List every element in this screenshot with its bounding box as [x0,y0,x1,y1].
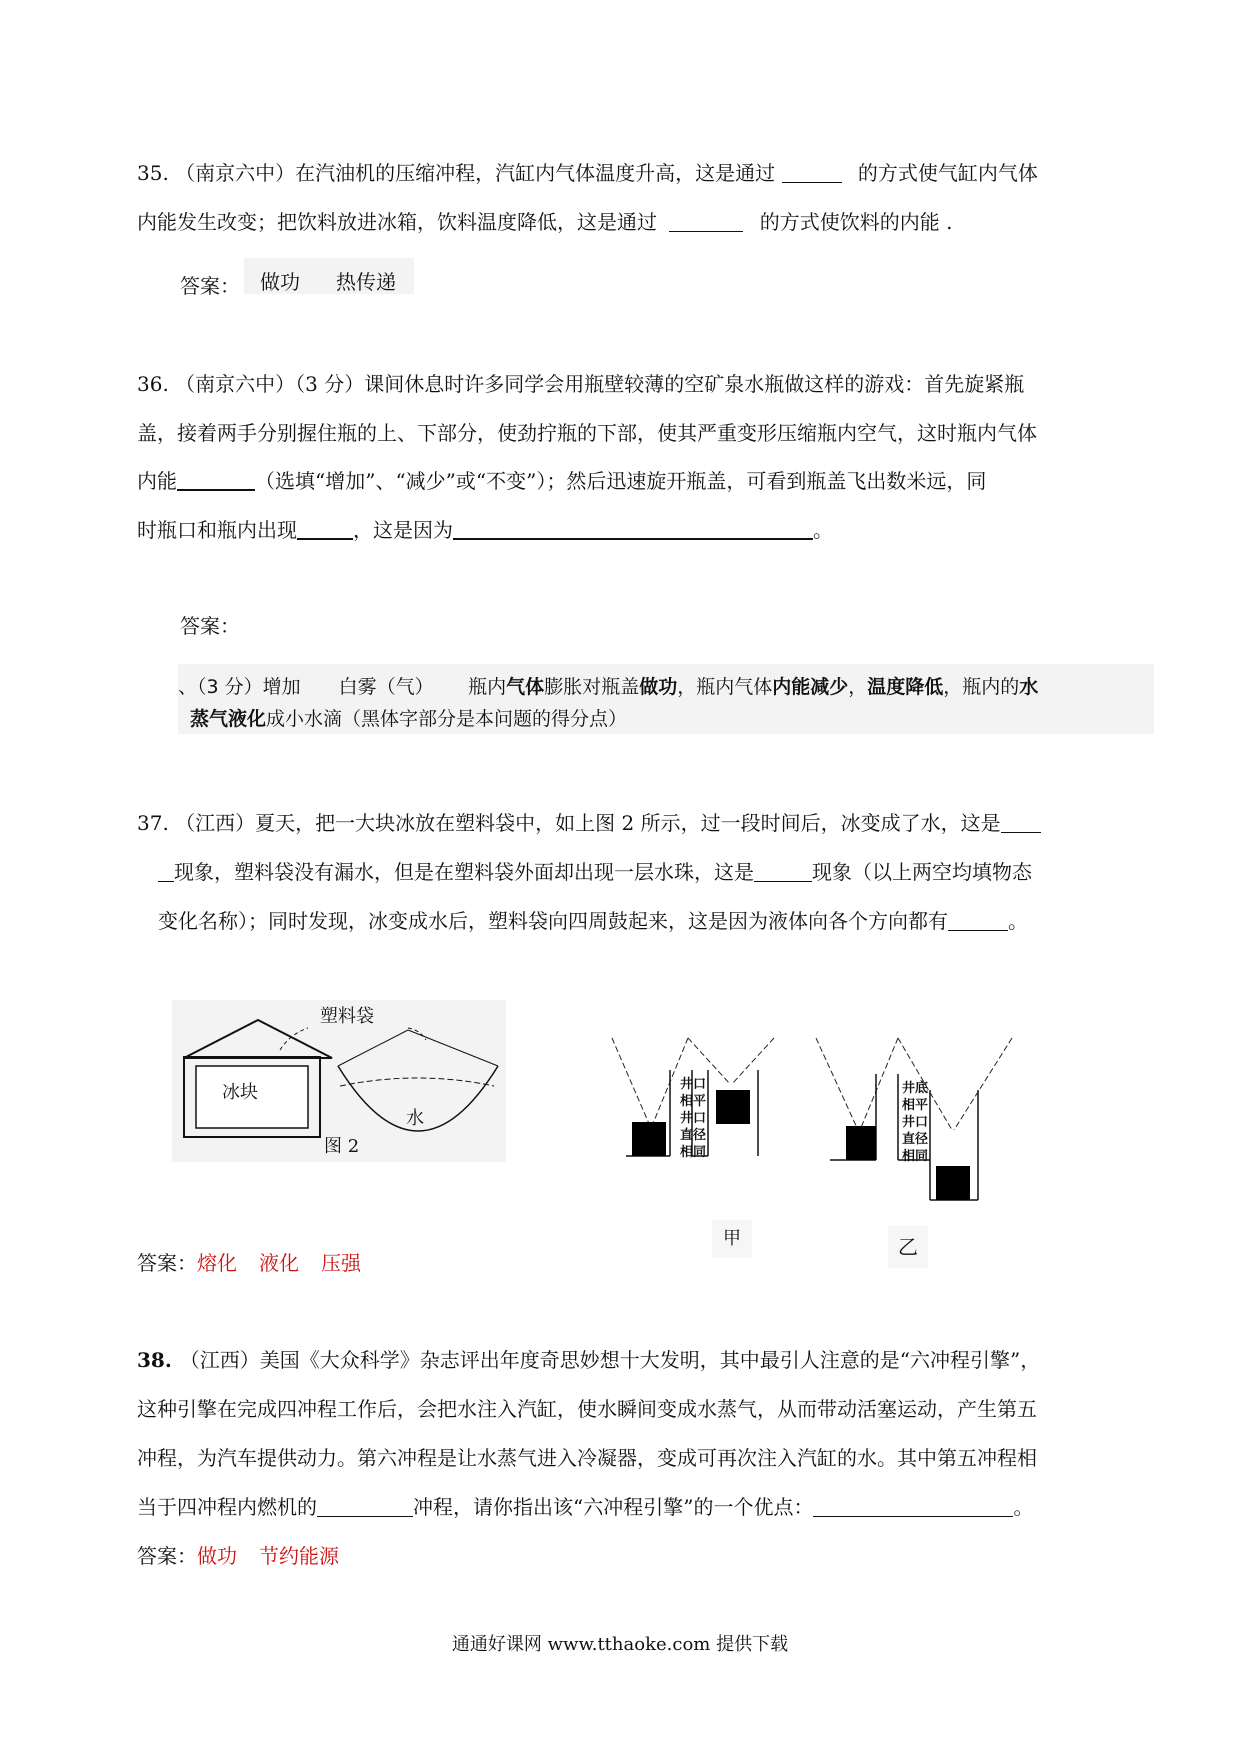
fig2-water-label: 水 [406,1108,424,1129]
q37-blank-1b [158,863,174,882]
frog-b1 [846,1126,876,1160]
q37-blank-2 [754,863,812,882]
well-b-note: 井底 相平 井口 直径 相同 [901,1081,928,1164]
q38-line-1: 38. （江西）美国《大众科学》杂志评出年度奇思妙想十大发明，其中最引人注意的是“六冲程引擎”， [137,1348,1041,1372]
well-a-caption: 甲 [712,1220,752,1258]
q35-line-2: 内能发生改变；把饮料放进冰箱，饮料温度降低，这是通过 的方式使饮料的内能 . [137,210,953,234]
q37-line-3: 变化名称）；同时发现，冰变成水后，塑料袋向四周鼓起来，这是因为液体向各个方向都有 。 [158,909,1028,933]
q35-line-1: 35. （南京六中）在汽油机的压缩冲程，汽缸内气体温度升高，这是通过 的方式使气缸内气体 [137,161,1038,185]
frog-a1 [632,1122,666,1156]
q36-blank-3 [453,520,813,540]
frog-a2 [716,1090,750,1124]
bag-b-left-edge [338,1030,408,1066]
q36-answer-line-2: 蒸气液化成小水滴（黑体字部分是本问题的得分点） [190,708,628,730]
water-surface [340,1078,494,1086]
frog-b2 [936,1166,970,1200]
q36-line-1: 36. （南京六中）（3 分）课间休息时许多同学会用瓶壁较薄的空矿泉水瓶做这样的游戏：首先旋紧瓶 [137,372,1025,396]
q38-blank-1 [317,1498,413,1517]
fig2-ice-label: 冰块 [222,1082,258,1103]
q37-line-2: 现象，塑料袋没有漏水，但是在塑料袋外面却出现一层水珠，这是 现象（以上两空均填物态 [158,862,1032,882]
q36-line-4: 时瓶口和瓶内出现 ，这是因为 。 [137,518,833,542]
bag-b-right-edge [408,1030,498,1066]
q38-line-4: 当于四冲程内燃机的 冲程，请你指出该“六冲程引擎”的一个优点： 。 [137,1495,1034,1519]
fig2-caption: 图 2 [324,1136,360,1157]
q35-answer-image: 做功 热传递 [244,258,414,294]
well-b-ray-1 [816,1038,858,1130]
q35-blank-2 [669,213,743,232]
page-footer: 通通好课网 www.tthaoke.com 提供下载 [451,1634,789,1655]
q36-answer-line-1: 、（3 分）增加 白雾（气） 瓶内气体膨胀对瓶盖做功，瓶内气体内能减少，温度降低，瓶内的水 [178,676,1039,698]
well-diagram-a [608,1030,776,1196]
q36-answer-label: 答案： [180,614,240,638]
q35-blank-1 [782,164,842,183]
q37-line-1: 37. （江西）夏天，把一大块冰放在塑料袋中，如上图 2 所示，过一段时间后，冰变成了水，这是 [137,813,1041,833]
well-a-ray-1 [612,1038,650,1126]
q37-answer: 答案：熔化 液化 压强 [137,1251,361,1275]
q36-blank-2 [297,520,353,540]
well-a-note: 井口 相平 井口 直径 相同 [679,1077,706,1160]
q38-answer: 答案：做功 节约能源 [137,1544,339,1568]
q37-blank-1a [1001,814,1041,833]
q37-blank-3 [948,912,1008,931]
q36-blank-1 [177,471,255,491]
figure-2 [172,1000,506,1162]
q36-line-3: 内能 （选填“增加”、“减少”或“不变”）；然后迅速旋开瓶盖，可看到瓶盖飞出数米远，同 [137,469,987,493]
q38-line-2: 这种引擎在完成四冲程工作后，会把水注入汽缸，使水瞬间变成水蒸气，从而带动活塞运动，产生第五 [137,1397,1037,1421]
well-a-ray-4 [732,1038,774,1084]
q36-line-2: 盖，接着两手分别握住瓶的上、下部分，使劲拧瓶的下部，使其严重变形压缩瓶内空气，这时瓶内气体 [137,421,1037,445]
well-b-ray-4 [954,1038,1012,1130]
q38-blank-2 [813,1498,1013,1517]
well-b-ray-2 [860,1038,898,1130]
q38-line-3: 冲程，为汽车提供动力。第六冲程是让水蒸气进入冷凝器，变成可再次注入汽缸的水。其中第五冲程相 [137,1446,1037,1470]
well-b-caption: 乙 [888,1226,928,1268]
q36-answer-image [178,664,1154,734]
well-diagram-b [812,1030,1016,1210]
q38-number: 38. [137,1348,172,1372]
bag-top-left [184,1020,332,1058]
fig2-bag-label: 塑料袋 [320,1006,374,1027]
q35-answer-label: 答案： [180,274,240,298]
